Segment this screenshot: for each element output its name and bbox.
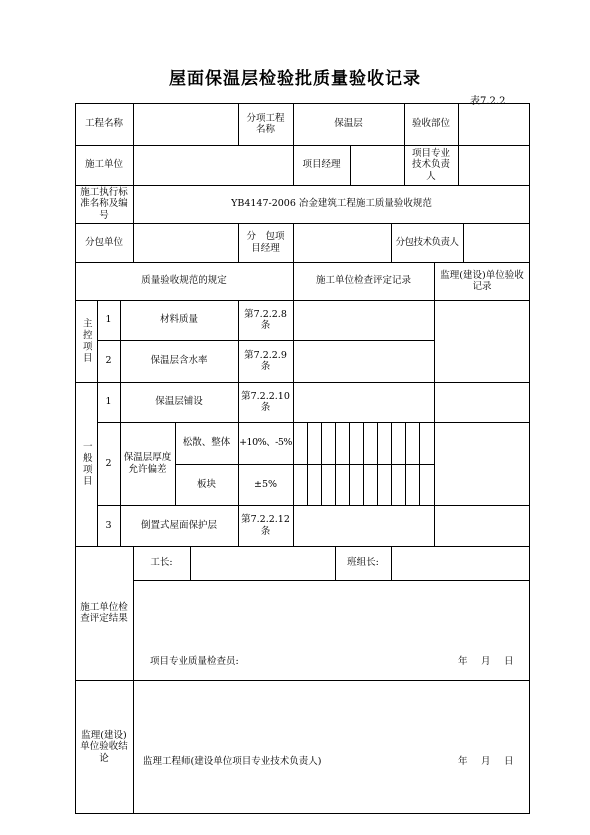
thickness-tolerance-loose: +10%、-5%: [239, 437, 292, 449]
standard-label: 施工执行标准名称及编号: [80, 186, 128, 221]
general-items-group-text: 一般项目: [80, 441, 92, 487]
general-items-group-label: [75, 382, 97, 546]
main-item-2-no: 2: [105, 355, 112, 367]
main-items-group-label: [75, 300, 97, 382]
general-item-1-name: 保温层铺设: [155, 396, 203, 408]
project-name-field[interactable]: [133, 103, 238, 145]
general-item-1-no: 1: [105, 396, 112, 408]
tech-lead-label: 项目专业技术负责人: [411, 147, 450, 182]
supervisor-date: 年 月 日: [458, 756, 516, 768]
contractor-eval-label: 施工单位检查评定结果: [80, 601, 128, 624]
general-item-3-check-field[interactable]: [293, 505, 434, 546]
project-manager-field[interactable]: [350, 145, 404, 185]
main-item-2-clause: 第7.2.2.9条: [244, 349, 287, 372]
team-leader-field[interactable]: [391, 546, 530, 580]
general-item-3-clause: 第7.2.2.12条: [241, 514, 290, 537]
main-item-1-clause: 第7.2.2.8条: [244, 308, 287, 331]
sub-project-value[interactable]: 保温层: [334, 118, 363, 130]
thickness-type-loose: 松散、整体: [182, 437, 231, 449]
project-manager-label: 项目经理: [302, 159, 341, 171]
quality-inspector-label: 项目专业质量检查员:: [150, 656, 239, 668]
main-item-1-no: 1: [105, 314, 112, 326]
general-item-1-clause: 第7.2.2.10条: [241, 390, 290, 413]
sub-tech-lead-field[interactable]: [463, 223, 530, 262]
subcontractor-label: 分包单位: [84, 236, 123, 248]
contractor-date: 年 月 日: [458, 656, 516, 668]
tech-lead-field[interactable]: [458, 145, 530, 185]
sub-project-label: 分项工程名称: [246, 112, 285, 135]
foreman-field[interactable]: [190, 546, 335, 580]
general-item-2-no: 2: [105, 457, 112, 469]
thickness-tolerance-board: ±5%: [253, 478, 278, 490]
main-items-supervisor-field[interactable]: [434, 300, 530, 382]
general-item-2-name: 保温层厚度允许偏差: [123, 452, 172, 475]
acceptance-part-label: 验收部位: [411, 118, 450, 130]
general-items-supervisor-field[interactable]: [434, 382, 530, 546]
contractor-field[interactable]: [133, 145, 293, 185]
contractor-label: 施工单位: [84, 159, 123, 171]
thickness-type-board: 板块: [196, 478, 216, 490]
acceptance-part-field[interactable]: [458, 103, 530, 145]
sub-pm-label: 分 包项目经理: [246, 231, 285, 254]
main-items-group-text: 主控项目: [80, 318, 92, 364]
foreman-label: 工长:: [150, 557, 173, 569]
general-item-3-name: 倒置式屋面保护层: [140, 519, 217, 531]
supervising-engineer-label: 监理工程师(建设单位项目专业技术负责人): [143, 756, 322, 768]
main-item-1-check-field[interactable]: [293, 300, 434, 340]
general-item-1-check-field[interactable]: [293, 382, 434, 422]
main-item-1-name: 材料质量: [159, 314, 198, 326]
supervisor-eval-label: 监理(建设)单位验收结论: [80, 729, 128, 764]
subcontractor-field[interactable]: [133, 223, 238, 262]
page-title: 屋面保温层检验批质量验收记录: [169, 69, 421, 89]
check-column-header: 施工单位检查评定记录: [315, 275, 411, 287]
project-name-label: 工程名称: [84, 118, 123, 130]
main-item-2-check-field[interactable]: [293, 340, 434, 382]
supervisor-column-header: 监理(建设)单位验收记录: [440, 269, 524, 292]
main-item-2-name: 保温层含水率: [150, 355, 208, 367]
table-number: 表7.2.2: [470, 96, 506, 107]
sub-tech-lead-label: 分包技术负责人: [395, 236, 459, 248]
general-item-3-no: 3: [105, 519, 112, 531]
spec-column-header: 质量验收规范的规定: [141, 275, 227, 287]
team-leader-label: 班组长:: [347, 557, 379, 569]
standard-value: YB4147-2006 冶金建筑工程施工质量验收规范: [231, 198, 432, 210]
sub-pm-field[interactable]: [293, 223, 391, 262]
